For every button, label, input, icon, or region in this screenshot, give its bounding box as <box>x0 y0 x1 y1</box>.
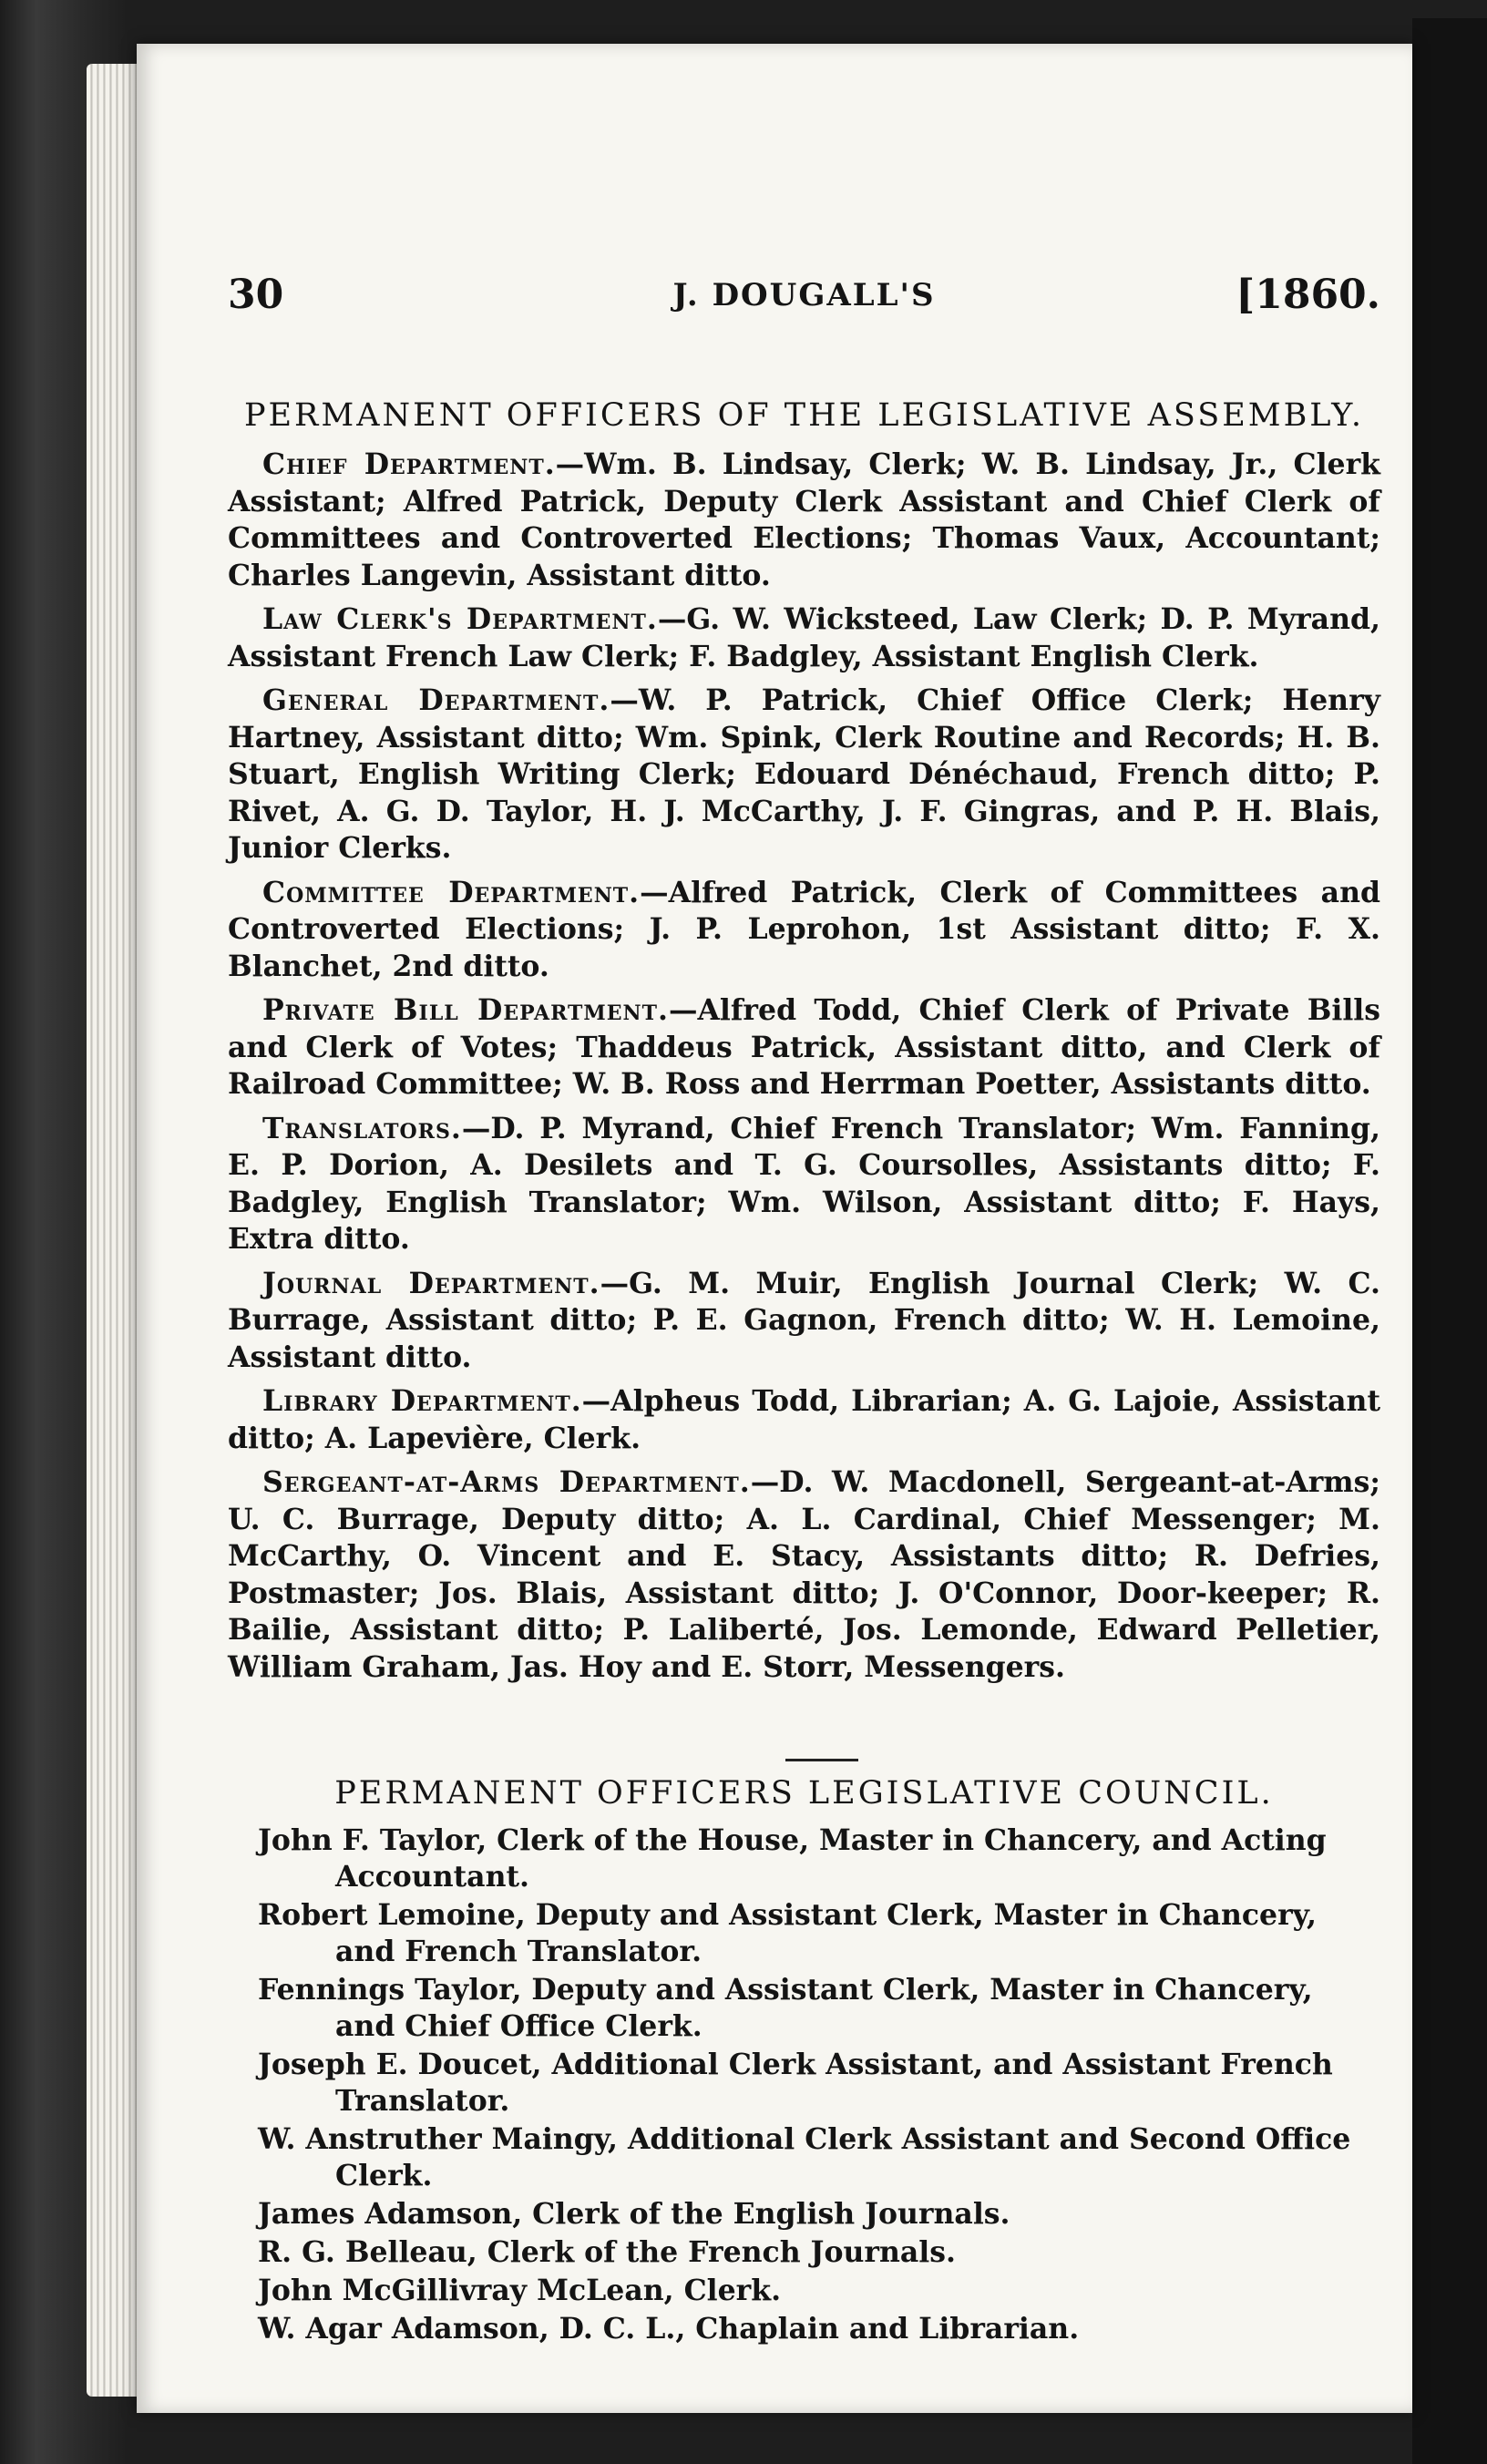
scan-dark-margin <box>1412 18 1487 2464</box>
department-name: Journal Department. <box>262 1266 600 1300</box>
department-name: Library Department. <box>262 1384 582 1418</box>
council-officer: W. Agar Adamson, D. C. L., Chaplain and Librarian. <box>258 2312 1080 2346</box>
department-text: —G. W. Wicksteed, Law Clerk; D. P. Myrand, Assistant French Law Clerk; F. Badgley, Assistant English Clerk. <box>228 602 1380 673</box>
department-name: Chief Department. <box>262 447 556 481</box>
council-officer: Fennings Taylor, Deputy and Assistant Clerk, Master in Chancery, and Chief Office Clerk. <box>258 1973 1313 2043</box>
assembly-entries <box>228 447 1380 1693</box>
department-text: —D. W. Macdonell, Sergeant-at-Arms; U. C. Burrage, Deputy ditto; A. L. Cardinal, Chief Messenger; M. McCarthy, O. Vincent and E. Stacy, Assistants ditto; R. Defries, Postmaster; Jos. Blais, Assistant ditto; J. O'Connor, Door-keeper; R. Bailie, Assistant ditto; P. Laliberté, Jos. Lemonde, Edward Pelletier, William Graham, Jas. Hoy and E. Storr, Messengers. <box>228 1465 1381 1684</box>
department-entry <box>228 1383 1380 1457</box>
department-name: General Department. <box>262 683 610 717</box>
page-number: 30 <box>228 272 284 318</box>
department-text: —W. P. Patrick, Chief Office Clerk; Henry Hartney, Assistant ditto; Wm. Spink, Clerk Routine and Records; H. B. Stuart, English Writing Clerk; Edouard Dénéchaud, French ditto; P. Rivet, A. G. D. Taylor, H. J. McCarthy, J. F. Gingras, and P. H. Blais, Junior Clerks. <box>228 683 1380 865</box>
department-entry <box>228 1464 1380 1686</box>
book-page <box>137 44 1412 2413</box>
council-list <box>258 1822 1380 2349</box>
department-entry <box>228 1111 1380 1258</box>
council-officer: Joseph E. Doucet, Additional Clerk Assistant, and Assistant French Translator. <box>258 2048 1333 2118</box>
department-text: —D. P. Myrand, Chief French Translator; Wm. Fanning, E. P. Dorion, A. Desilets and T. G. Coursolles, Assistants ditto; F. Badgley, English Translator; Wm. Wilson, Assistant ditto; F. Hays, Extra ditto. <box>228 1111 1380 1256</box>
page-header <box>228 272 1380 335</box>
department-entry <box>228 447 1380 594</box>
running-head: J. DOUGALL'S <box>672 277 936 313</box>
department-text: —Wm. B. Lindsay, Clerk; W. B. Lindsay, Jr., Clerk Assistant; Alfred Patrick, Deputy Clerk Assistant and Chief Clerk of Committees and Controverted Elections; Thomas Vaux, Accountant; Charles Langevin, Assistant ditto. <box>228 447 1380 592</box>
council-officer: Robert Lemoine, Deputy and Assistant Clerk, Master in Chancery, and French Translator. <box>258 1898 1317 1968</box>
council-officer: R. G. Belleau, Clerk of the French Journals. <box>258 2235 956 2269</box>
department-name: Sergeant-at-Arms Department. <box>262 1465 751 1499</box>
book-page-edges <box>87 64 141 2397</box>
department-entry <box>228 1266 1380 1377</box>
department-name: Law Clerk's Department. <box>262 602 658 636</box>
department-name: Translators. <box>262 1111 462 1145</box>
department-entry <box>228 875 1380 986</box>
department-text: —G. M. Muir, English Journal Clerk; W. C. Burrage, Assistant ditto; P. E. Gagnon, French ditto; W. H. Lemoine, Assistant ditto. <box>228 1266 1380 1374</box>
department-text: —Alpheus Todd, Librarian; A. G. Lajoie, Assistant ditto; A. Lapevière, Clerk. <box>228 1384 1380 1455</box>
department-entry <box>228 992 1380 1104</box>
department-name: Committee Department. <box>262 875 641 909</box>
page-year: [1860. <box>1236 272 1380 318</box>
department-entry <box>228 683 1380 868</box>
section-divider <box>785 1759 858 1761</box>
department-text: —Alfred Patrick, Clerk of Committees and Controverted Elections; J. P. Leprohon, 1st Assistant ditto; F. X. Blanchet, 2nd ditto. <box>228 875 1381 983</box>
council-officer: John F. Taylor, Clerk of the House, Master in Chancery, and Acting Accountant. <box>258 1823 1327 1894</box>
council-officer: John McGillivray McLean, Clerk. <box>258 2274 782 2307</box>
council-officer: W. Anstruther Maingy, Additional Clerk Assistant and Second Office Clerk. <box>258 2122 1351 2192</box>
department-name: Private Bill Department. <box>262 993 669 1027</box>
council-officer: James Adamson, Clerk of the English Journals. <box>258 2197 1010 2231</box>
assembly-title: PERMANENT OFFICERS OF THE LEGISLATIVE ASSEMBLY. <box>243 397 1365 434</box>
department-entry <box>228 601 1380 675</box>
department-text: —Alfred Todd, Chief Clerk of Private Bills and Clerk of Votes; Thaddeus Patrick, Assistant ditto, and Clerk of Railroad Committee; W. B. Ross and Herrman Poetter, Assistants ditto. <box>228 993 1380 1101</box>
council-title: PERMANENT OFFICERS LEGISLATIVE COUNCIL. <box>334 1775 1274 1812</box>
